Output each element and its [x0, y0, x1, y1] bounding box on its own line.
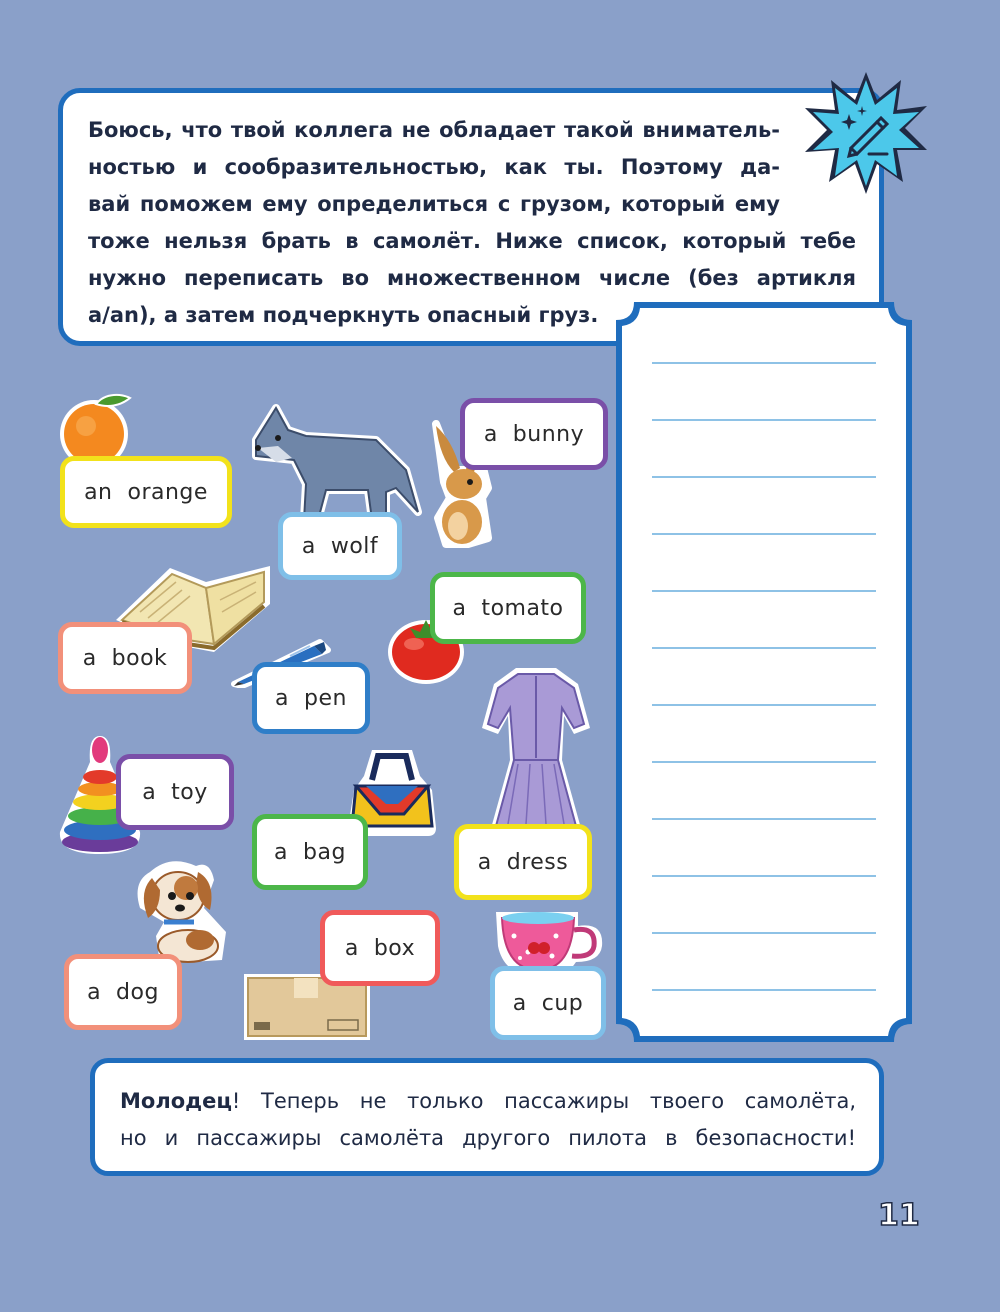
- dress-icon: [478, 664, 594, 840]
- word-card-toy: [116, 754, 234, 830]
- word-label: an orange: [84, 479, 208, 505]
- word-label: a cup: [512, 990, 584, 1016]
- word-card-pen: [252, 662, 370, 734]
- answer-line[interactable]: [652, 647, 876, 649]
- page-number: 11: [878, 1198, 920, 1233]
- instruction-line: Боюсь, что твой коллега не обладает такой вниматель-: [88, 118, 780, 142]
- instruction-line: a/an), а затем подчеркнуть опасный груз.: [88, 303, 599, 327]
- praise-line-rest: ! Теперь не только пассажиры твоего самолёта,: [231, 1089, 856, 1113]
- word-card-box: [320, 910, 440, 986]
- praise-line: [120, 1083, 856, 1120]
- instruction-line: ностью и сообразительностью, как ты. Поэтому да-: [88, 155, 780, 179]
- answer-line[interactable]: [652, 932, 876, 934]
- instruction-line: вай поможем ему определиться с грузом, который ему: [88, 192, 780, 216]
- word-label: a bunny: [483, 421, 585, 447]
- word-card-bunny: [460, 398, 608, 470]
- word-label: a bag: [274, 839, 346, 865]
- answer-line[interactable]: [652, 989, 876, 991]
- wolf-icon: [236, 400, 426, 525]
- word-label: a pen: [275, 685, 347, 711]
- instruction-line: тоже нельзя брать в самолёт. Ниже список, который тебе: [88, 229, 856, 253]
- word-label: a tomato: [452, 595, 564, 621]
- writing-task-icon: [803, 70, 929, 196]
- word-card-wolf: [278, 512, 402, 580]
- word-label: a wolf: [301, 533, 379, 559]
- answer-line[interactable]: [652, 875, 876, 877]
- word-label: a toy: [142, 779, 208, 805]
- answer-line[interactable]: [652, 818, 876, 820]
- answer-line[interactable]: [652, 476, 876, 478]
- word-label: a book: [82, 645, 168, 671]
- praise-text: [120, 1083, 856, 1157]
- praise-line: но и пассажиры самолёта другого пилота в безопасности!: [120, 1126, 856, 1150]
- answer-line[interactable]: [652, 761, 876, 763]
- answer-line[interactable]: [652, 419, 876, 421]
- word-card-cup: [490, 966, 606, 1040]
- word-label: a box: [344, 935, 416, 961]
- word-label: a dress: [477, 849, 569, 875]
- word-card-book: [58, 622, 192, 694]
- word-card-dress: [454, 824, 592, 900]
- word-card-orange: [60, 456, 232, 528]
- answer-line[interactable]: [652, 590, 876, 592]
- instruction-line: нужно переписать во множественном числе (без артикля: [88, 266, 856, 290]
- answer-line[interactable]: [652, 362, 876, 364]
- answer-line[interactable]: [652, 704, 876, 706]
- word-card-dog: [64, 954, 182, 1030]
- dog-icon: [130, 852, 232, 970]
- instruction-text: [88, 112, 856, 334]
- praise-bold: Молодец: [120, 1089, 232, 1113]
- word-card-tomato: [430, 572, 586, 644]
- word-label: a dog: [87, 979, 159, 1005]
- answer-line[interactable]: [652, 533, 876, 535]
- word-card-bag: [252, 814, 368, 890]
- writing-panel: [616, 302, 912, 1042]
